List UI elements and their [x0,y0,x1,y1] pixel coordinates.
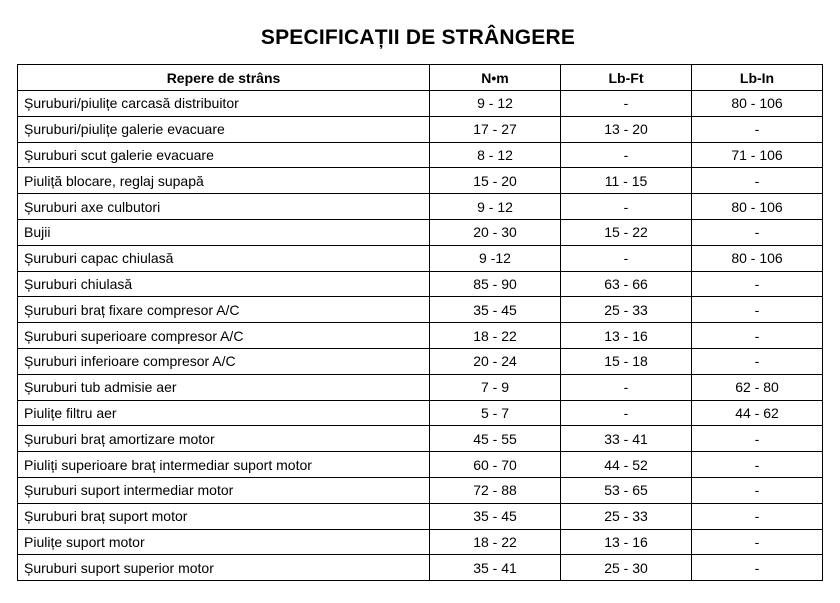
table-row [18,142,823,168]
part-name: Șuruburi capac chiulasă [18,245,430,271]
header-lbft: Lb-Ft [561,65,692,91]
value-lbin: - [692,168,823,194]
value-lbft: 53 - 65 [561,477,692,503]
value-lbin: - [692,116,823,142]
value-nm: 9 - 12 [430,194,561,220]
part-name: Șuruburi superioare compresor A/C [18,323,430,349]
value-lbin: - [692,271,823,297]
table-row [18,194,823,220]
value-nm: 9 - 12 [430,91,561,117]
part-name: Șuruburi/piulițe carcasă distribuitor [18,91,430,117]
value-nm: 17 - 27 [430,116,561,142]
value-lbin: 62 - 80 [692,374,823,400]
value-nm: 18 - 22 [430,529,561,555]
value-lbin: - [692,426,823,452]
value-lbft: 33 - 41 [561,426,692,452]
part-name: Șuruburi axe culbutori [18,194,430,220]
value-lbin: - [692,297,823,323]
part-name: Piulițe filtru aer [18,400,430,426]
value-nm: 7 - 9 [430,374,561,400]
table-row [18,452,823,478]
table-row [18,116,823,142]
value-lbft: 11 - 15 [561,168,692,194]
table-row [18,245,823,271]
value-nm: 8 - 12 [430,142,561,168]
table-row [18,477,823,503]
part-name: Șuruburi braț fixare compresor A/C [18,297,430,323]
value-nm: 45 - 55 [430,426,561,452]
table-row [18,271,823,297]
table-row [18,374,823,400]
part-name: Șuruburi braț amortizare motor [18,426,430,452]
value-lbft: 13 - 16 [561,323,692,349]
value-lbin: - [692,503,823,529]
value-lbft: - [561,400,692,426]
value-lbft: 63 - 66 [561,271,692,297]
part-name: Bujii [18,219,430,245]
value-lbin: - [692,219,823,245]
table-row [18,348,823,374]
value-lbin: - [692,555,823,581]
value-lbft: 15 - 22 [561,219,692,245]
table-row [18,297,823,323]
page-title: SPECIFICAȚII DE STRÂNGERE [260,26,576,49]
value-lbft: - [561,245,692,271]
value-lbft: - [561,91,692,117]
table-row [18,91,823,117]
table-row [18,323,823,349]
header-part: Repere de strâns [18,65,430,91]
value-lbft: 13 - 20 [561,116,692,142]
table-row [18,400,823,426]
value-nm: 9 -12 [430,245,561,271]
value-lbin: 80 - 106 [692,245,823,271]
value-lbin: - [692,452,823,478]
value-lbin: - [692,323,823,349]
part-name: Șuruburi tub admisie aer [18,374,430,400]
value-lbft: - [561,374,692,400]
value-lbft: - [561,194,692,220]
part-name: Șuruburi/piulițe galerie evacuare [18,116,430,142]
value-lbft: - [561,142,692,168]
value-lbft: 25 - 33 [561,297,692,323]
value-nm: 35 - 45 [430,503,561,529]
value-lbin: 71 - 106 [692,142,823,168]
value-lbin: - [692,529,823,555]
table-row [18,503,823,529]
value-nm: 72 - 88 [430,477,561,503]
part-name: Șuruburi braț suport motor [18,503,430,529]
table-row [18,555,823,581]
value-nm: 20 - 30 [430,219,561,245]
value-lbin: 44 - 62 [692,400,823,426]
part-name: Șuruburi inferioare compresor A/C [18,348,430,374]
part-name: Piuliți superioare braț intermediar suport motor [18,452,430,478]
table-header-row [18,65,823,91]
table-row [18,168,823,194]
part-name: Piuliță blocare, reglaj supapă [18,168,430,194]
value-nm: 18 - 22 [430,323,561,349]
value-lbft: 15 - 18 [561,348,692,374]
value-nm: 60 - 70 [430,452,561,478]
value-lbft: 44 - 52 [561,452,692,478]
part-name: Șuruburi suport superior motor [18,555,430,581]
header-lbin: Lb-In [692,65,823,91]
value-nm: 35 - 45 [430,297,561,323]
value-lbin: - [692,477,823,503]
part-name: Șuruburi scut galerie evacuare [18,142,430,168]
value-lbft: 25 - 33 [561,503,692,529]
value-nm: 20 - 24 [430,348,561,374]
value-lbin: - [692,348,823,374]
part-name: Șuruburi chiulasă [18,271,430,297]
value-nm: 15 - 20 [430,168,561,194]
value-lbin: 80 - 106 [692,194,823,220]
part-name: Șuruburi suport intermediar motor [18,477,430,503]
value-nm: 35 - 41 [430,555,561,581]
torque-spec-table [17,64,823,581]
value-nm: 85 - 90 [430,271,561,297]
value-lbft: 25 - 30 [561,555,692,581]
part-name: Piulițe suport motor [18,529,430,555]
table-row [18,426,823,452]
value-nm: 5 - 7 [430,400,561,426]
table-row [18,219,823,245]
header-nm: N•m [430,65,561,91]
value-lbin: 80 - 106 [692,91,823,117]
table-row [18,529,823,555]
value-lbft: 13 - 16 [561,529,692,555]
